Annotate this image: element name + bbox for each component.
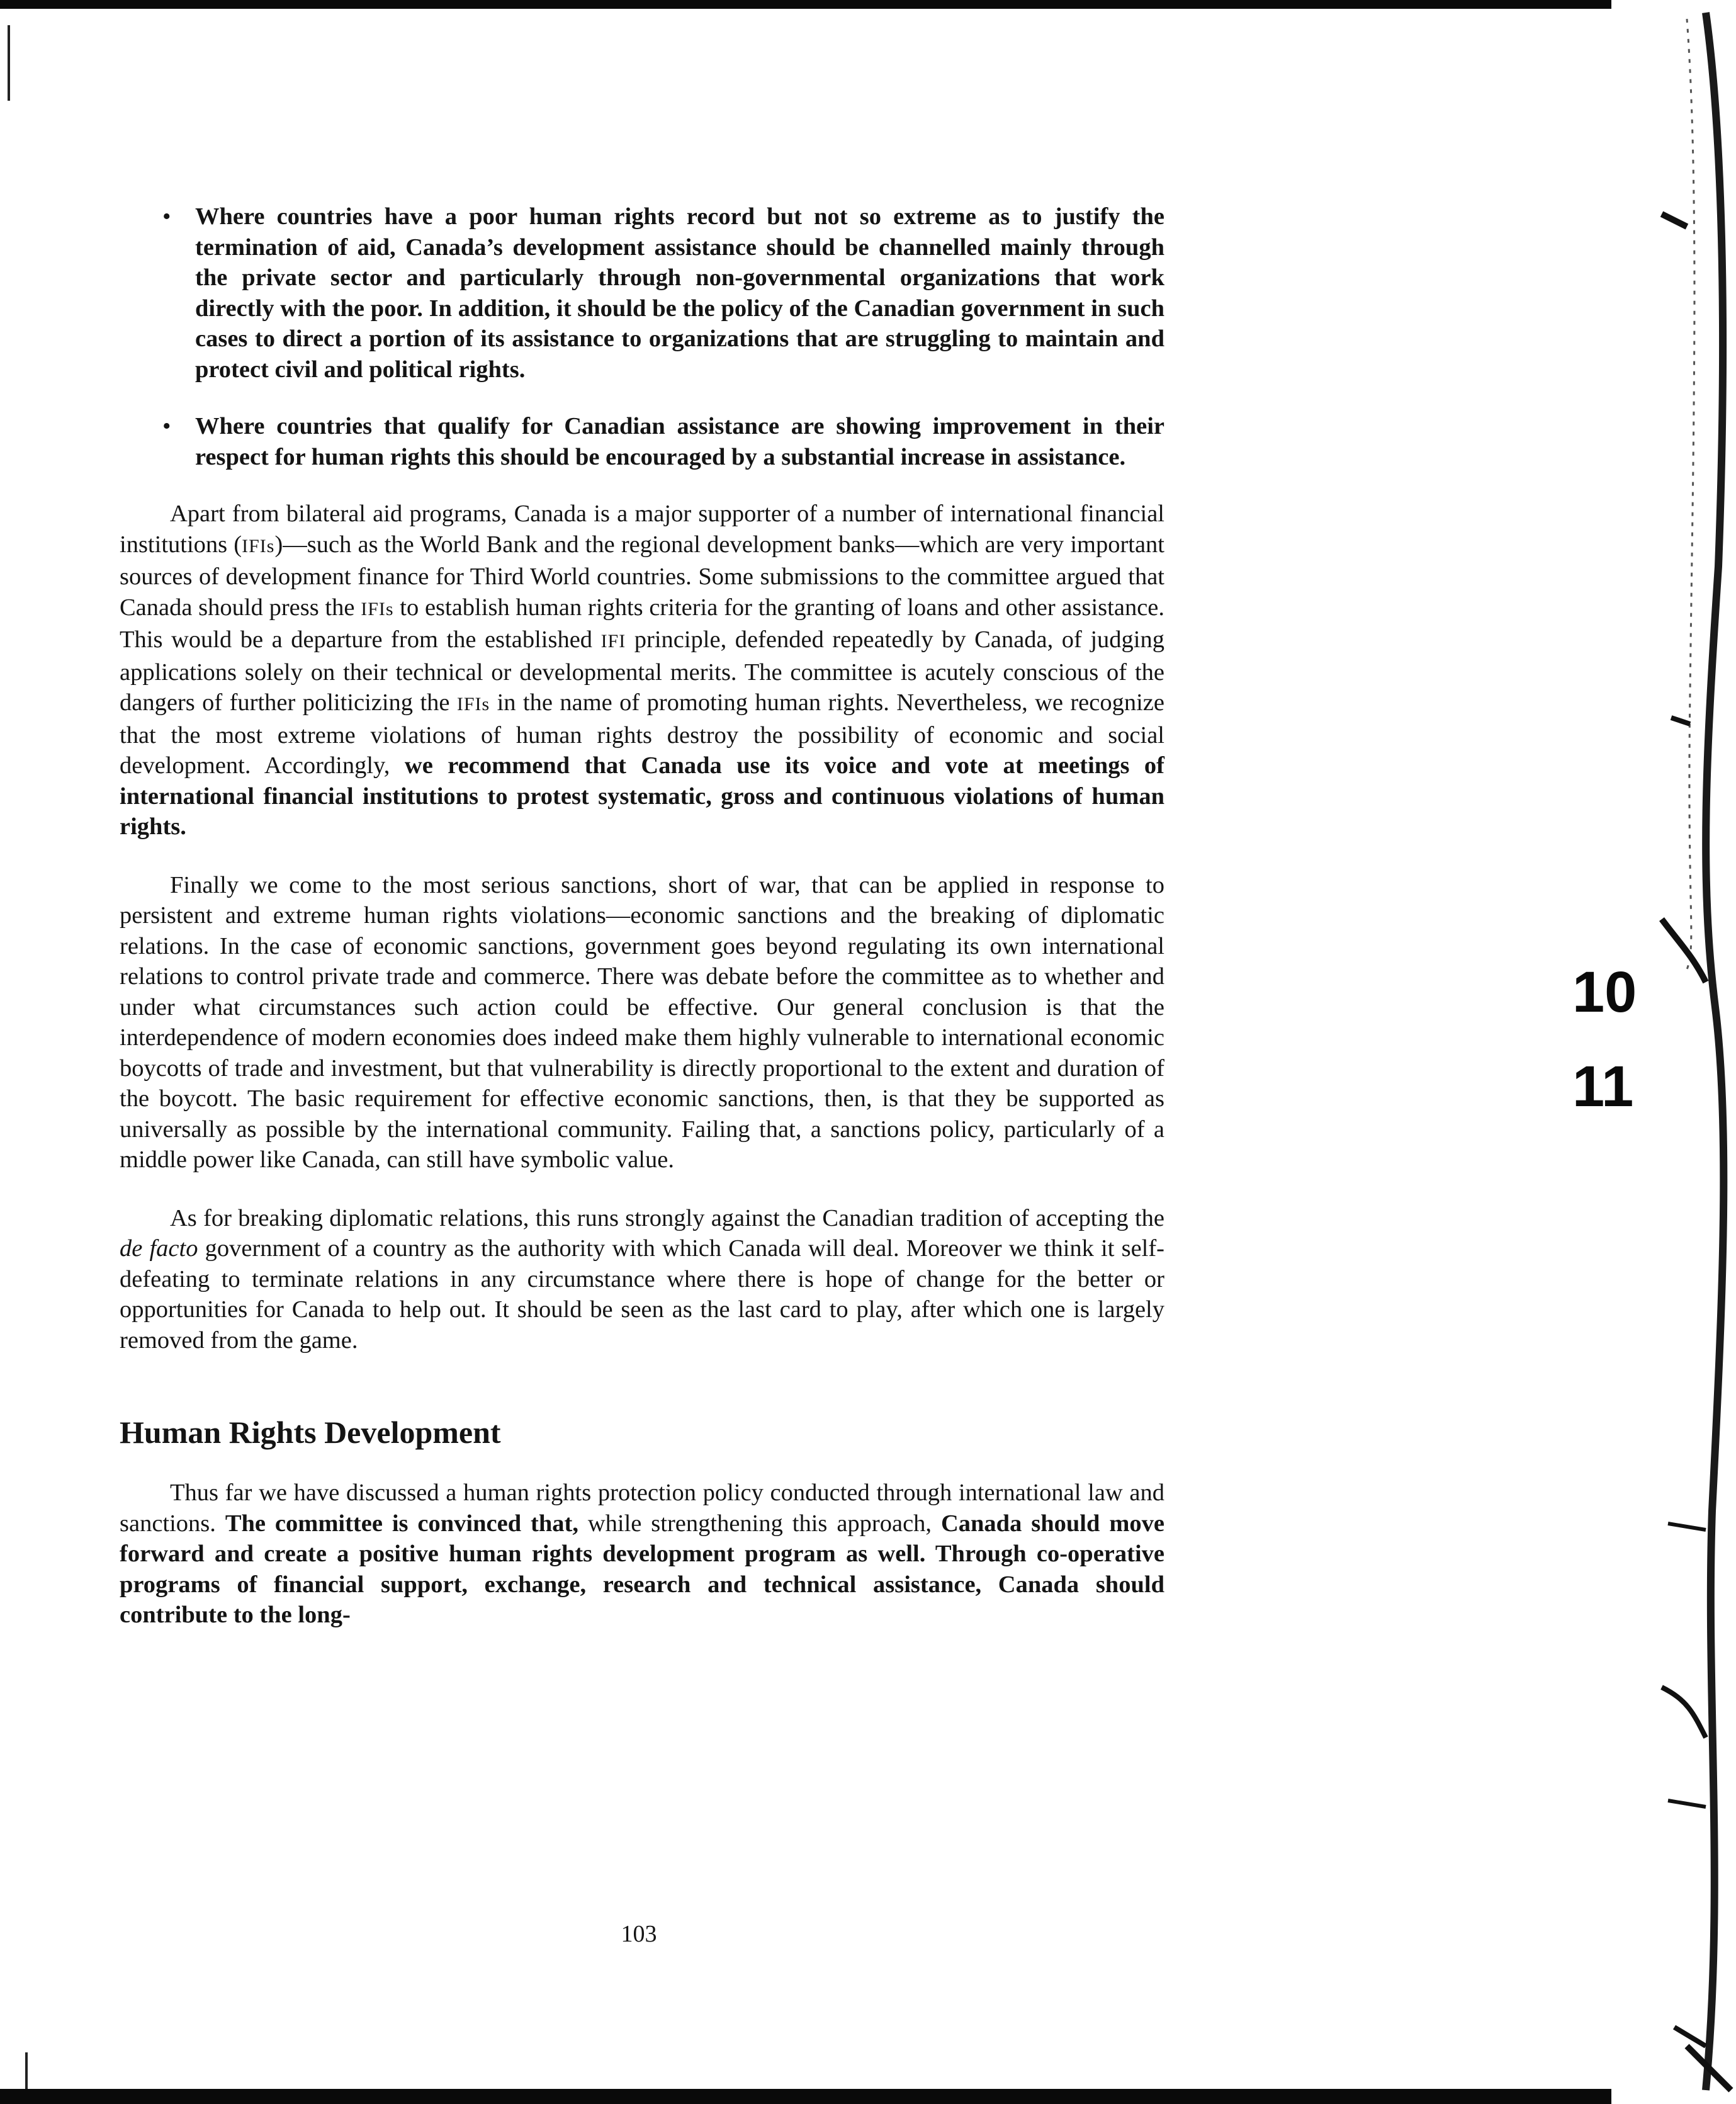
paragraph-text: Thus far we have discussed a human rights protection policy conducted through international law and sanctions. — [120, 1479, 1164, 1537]
recommendation-list — [120, 201, 1164, 472]
section-heading: Human Rights Development — [120, 1415, 501, 1450]
paragraph-text: while strengthening this approach, — [578, 1510, 941, 1537]
scan-border-top — [0, 0, 1736, 9]
paragraph-text: to establish human rights criteria for the granting of loans and other assistance. This would be a departure from the established — [120, 594, 1164, 653]
abbreviation: IFI — [600, 631, 626, 652]
recommendation-bullet — [120, 411, 1164, 472]
scan-border-bottom — [0, 2089, 1736, 2104]
paragraph-text: )—such as the World Bank and the regional development banks—which are very important sources of development finance for Third World countries. Some submissions to the committee argued that Canada should press the — [120, 531, 1165, 621]
recommendation-text: we recommend that Canada use its voice and vote at meetings of international financial institutions to protest systematic, gross and continuous violations of human rights. — [120, 752, 1164, 840]
margin-chapter-number: 11 — [1572, 1055, 1634, 1119]
paragraph-diplomatic-relations — [120, 1203, 1164, 1356]
abbreviation: IFIs — [456, 694, 490, 715]
recommendation-text: Canada should move forward and create a positive human rights development program as well. Through co-operative programs of financial support, exchange, research and technical assistance, Canada should contribute to the long- — [120, 1510, 1164, 1628]
page-body — [120, 201, 1164, 1658]
paragraph-sanctions: Finally we come to the most serious sanctions, short of war, that can be applied in response to persistent and extreme human rights violations—economic sanctions and the breaking of diplomatic relations. In the case of economic sanctions, government goes beyond regulating its own international relations to control private trade and commerce. There was debate before the committee as to whether and under what circumstances such action could be effective. Our general conclusion is that the interdependence of modern economies does indeed make them highly vulnerable to international economic boycotts of trade and investment, but that vulnerability is directly proportional to the extent and duration of the boycott. The basic requirement for effective economic sanctions, then, is that they be supported as universally as possible by the international community. Failing that, a sanctions policy, particularly of a middle power like Canada, can still have symbolic value. — [120, 871, 1164, 1173]
paragraph-text: As for breaking diplomatic relations, this runs strongly against the Canadian tradition of accepting the — [170, 1204, 1164, 1231]
bullet-text: Where countries have a poor human rights record but not so extreme as to justify the termination of aid, Canada’s development assistance should be channelled mainly through the private sector and particularly through non-governmental organizations that work directly with the poor. In addition, it should be the policy of the Canadian government in such cases to direct a portion of its assistance to organizations that are struggling to maintain and protect civil and political rights. — [195, 203, 1164, 383]
page-binding-edge — [1611, 0, 1736, 2104]
bullet-marker: • — [162, 203, 171, 230]
recommendation-text: The committee is convinced that, — [225, 1510, 578, 1537]
bullet-marker: • — [162, 413, 171, 439]
scan-mark-left — [8, 25, 10, 101]
paragraph-text: government of a country as the authority with which Canada will deal. Moreover we think it self-defeating to terminate relations in any circumstance where there is hope of change for the better or opportunities for Canada to help out. It should be seen as the last card to play, after which one is largely removed from the game. — [120, 1235, 1164, 1354]
binding-edge-graphic — [1611, 0, 1736, 2104]
recommendation-bullet — [120, 201, 1164, 385]
paragraph-text: in the name of promoting human rights. Nevertheless, we recognize that the most extreme violations of human rights destroy the possibility of economic and social development. Accordingly, — [120, 689, 1164, 779]
paragraph-ifi — [120, 499, 1164, 842]
paragraph-human-rights-development — [120, 1478, 1164, 1631]
paragraph-text: Apart from bilateral aid programs, Canada is a major supporter of a number of international financial institutions ( — [120, 501, 1164, 558]
abbreviation: IFIs — [361, 598, 394, 619]
margin-chapter-number: 10 — [1572, 960, 1637, 1024]
bullet-text: Where countries that qualify for Canadian assistance are showing improvement in their respect for human rights this should be encouraged by a substantial increase in assistance. — [195, 413, 1164, 470]
paragraph-text: principle, defended repeatedly by Canada, of judging applications solely on their technical or developmental merits. The committee is acutely conscious of the dangers of further politicizing the — [120, 626, 1164, 716]
italic-term: de facto — [120, 1235, 198, 1262]
abbreviation: IFIs — [242, 535, 275, 557]
scan-mark-left-bottom — [25, 2052, 28, 2090]
page-number: 103 — [621, 1921, 657, 1947]
